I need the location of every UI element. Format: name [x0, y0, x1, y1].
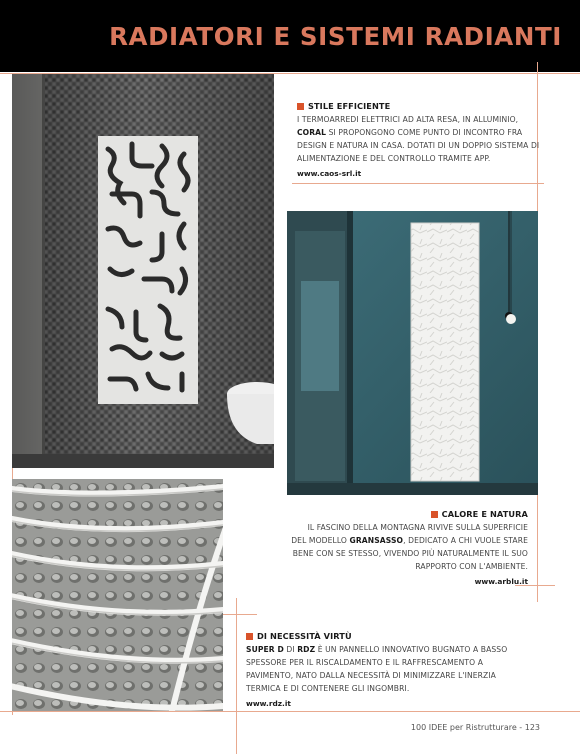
heading-text: STILE EFFICIENTE — [308, 101, 391, 111]
website-link[interactable]: www.rdz.it — [246, 699, 291, 708]
photo-underfloor-panel — [12, 479, 223, 711]
brand-name: GRANSASSO — [349, 536, 404, 545]
guide-line-block1 — [292, 183, 544, 184]
bullet-square-icon — [431, 511, 438, 518]
body-line: SI PROPONGONO COME PUNTO DI INCONTRO FRA — [326, 128, 523, 137]
body-line: RAPPORTO CON L'AMBIENTE. — [415, 562, 528, 571]
guide-line-bottom — [0, 711, 580, 712]
body-line: TERMICA E DI CONTENERE GLI INGOMBRI. — [246, 684, 410, 693]
heading-text: DI NECESSITÀ VIRTÙ — [257, 631, 352, 641]
block-heading — [246, 630, 536, 643]
body-line: SPESSORE PER IL RISCALDAMENTO E IL RAFFRESCAMENTO A — [246, 658, 484, 667]
block-body — [246, 643, 536, 695]
guide-line-mid — [236, 598, 237, 754]
body-line: I TERMOARREDI ELETTRICI AD ALTA RESA, IN ALLUMINIO, — [297, 115, 519, 124]
brand-name: SUPER D — [246, 645, 284, 654]
guide-line-block3 — [222, 614, 257, 615]
brand-name: RDZ — [297, 645, 316, 654]
text-block-necessita-virtu — [246, 630, 536, 710]
bullet-square-icon — [246, 633, 253, 640]
body-line: PAVIMENTO, NATO DALLA NECESSITÀ DI MINIMIZZARE L'INERZIA — [246, 671, 496, 680]
body-line: IL FASCINO DELLA MONTAGNA RIVIVE SULLA SUPERFICIE — [307, 523, 528, 532]
page-number: 100 IDEE per Ristrutturare - 123 — [410, 723, 540, 732]
website-link[interactable]: www.arblu.it — [474, 577, 528, 586]
block-body — [285, 521, 528, 573]
block-heading — [297, 100, 547, 113]
website-link[interactable]: www.caos-srl.it — [297, 169, 362, 178]
photo-gransasso-radiator — [287, 211, 538, 495]
heading-text: CALORE E NATURA — [441, 509, 528, 519]
bullet-square-icon — [297, 103, 304, 110]
body-line: DI — [283, 645, 298, 654]
block-heading — [285, 508, 528, 521]
body-line: È UN PANNELLO INNOVATIVO BUGNATO A BASSO — [315, 645, 508, 654]
photo-coral-radiator — [12, 74, 274, 468]
body-line: , DEDICATO A CHI VUOLE STARE — [403, 536, 528, 545]
text-block-calore-natura — [285, 508, 528, 588]
block-body — [297, 113, 547, 165]
text-block-stile-efficiente — [297, 100, 547, 180]
body-line: ALIMENTAZIONE E DEL CONTROLLO TRAMITE APP. — [297, 154, 491, 163]
section-title: RADIATORI E SISTEMI RADIANTI — [109, 22, 562, 51]
body-line: BENE CON SE STESSO, VIVENDO PIÙ NATURALMENTE IL SUO — [292, 549, 528, 558]
body-line: DEL MODELLO — [291, 536, 350, 545]
body-line: DESIGN E NATURA IN CASA. DOTATI DI UN DOPPIO SISTEMA DI — [297, 141, 540, 150]
page-header — [0, 0, 580, 72]
brand-name: CORAL — [297, 128, 327, 137]
